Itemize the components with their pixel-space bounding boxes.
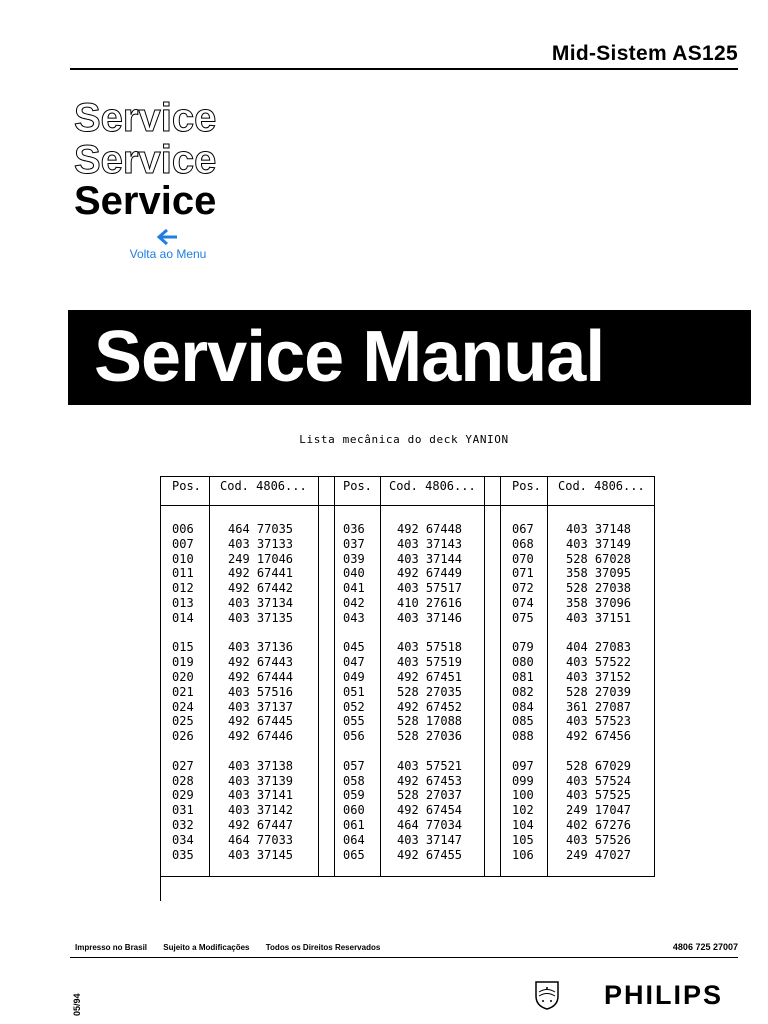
pos-cell: 024: [172, 699, 194, 714]
code-cell: 528 67029: [566, 758, 632, 773]
code-cell: 492 67456: [566, 729, 632, 744]
code-cell: 358 37095: [566, 566, 632, 581]
pos-cell: 041: [343, 581, 365, 596]
code-cell: 492 67451: [397, 669, 463, 684]
footer-printed: Impresso no Brasil: [75, 943, 148, 952]
pos-cell: 079: [512, 640, 534, 655]
pos-cell: 060: [343, 803, 365, 818]
pos-cell: 047: [343, 655, 365, 670]
pos-cell: 036: [343, 522, 365, 536]
pos-cell: 032: [172, 817, 194, 832]
code-cell: 464 77033: [228, 832, 294, 847]
code-cell: 528 27036: [397, 729, 463, 744]
code-cell: 403 57525: [566, 788, 632, 803]
pos-cell: 040: [343, 566, 365, 581]
code-column: [228, 522, 293, 862]
pos-cell: 039: [343, 551, 365, 566]
pos-cell: 099: [512, 773, 534, 788]
table-divider: [500, 476, 501, 877]
pos-cell: 011: [172, 566, 194, 581]
pos-cell: 025: [172, 714, 194, 729]
footer-notes: [75, 943, 394, 952]
pos-cell: 072: [512, 581, 534, 596]
code-column: [566, 522, 631, 862]
code-cell: 403 37141: [228, 788, 294, 803]
row-gap: [566, 626, 631, 641]
pos-cell: 012: [172, 581, 194, 596]
code-column: [397, 522, 462, 862]
pos-cell: 035: [172, 847, 194, 862]
code-cell: 403 37137: [228, 699, 294, 714]
philips-wordmark: PHILIPS: [604, 980, 724, 1010]
pos-cell: 082: [512, 684, 534, 699]
code-cell: 528 67028: [566, 551, 632, 566]
header-code: Cod. 4806...: [389, 479, 476, 493]
pos-cell: 026: [172, 729, 194, 744]
back-to-menu-label[interactable]: Volta ao Menu: [129, 247, 207, 261]
code-cell: 403 37152: [566, 669, 632, 684]
philips-shield-icon: [534, 980, 560, 1010]
header-code: Cod. 4806...: [220, 479, 307, 493]
row-gap: [172, 626, 194, 641]
code-cell: 464 77035: [228, 522, 294, 536]
service-logo-line-3: Service: [74, 179, 217, 223]
pos-cell: 071: [512, 566, 534, 581]
header-pos: Pos.: [512, 479, 541, 493]
code-cell: 249 17046: [228, 551, 294, 566]
code-cell: 403 57517: [397, 581, 463, 596]
footer-rule: [70, 957, 738, 958]
code-cell: 403 37149: [566, 536, 632, 551]
model-title: Mid-Sistem AS125: [551, 42, 738, 65]
pos-cell: 027: [172, 758, 194, 773]
pos-cell: 013: [172, 595, 194, 610]
issue-date: 05/94: [72, 993, 82, 1016]
code-cell: 403 37134: [228, 595, 294, 610]
code-cell: 249 17047: [566, 803, 632, 818]
service-logo-line-2: Service: [74, 138, 217, 182]
code-cell: 410 27616: [397, 595, 463, 610]
code-cell: 492 67453: [397, 773, 463, 788]
pos-cell: 042: [343, 595, 365, 610]
pos-cell: 049: [343, 669, 365, 684]
back-to-menu-link[interactable]: [118, 228, 218, 261]
code-cell: 403 57523: [566, 714, 632, 729]
pos-cell: 106: [512, 847, 534, 862]
footer-rights: Todos os Direitos Reservados: [265, 943, 381, 952]
table-header-border: [160, 505, 655, 506]
row-gap: [228, 744, 293, 759]
row-gap: [512, 744, 534, 759]
pos-cell: 031: [172, 803, 194, 818]
pos-cell: 055: [343, 714, 365, 729]
footer-subject: Sujeito a Modificações: [163, 943, 250, 952]
code-cell: 358 37096: [566, 595, 632, 610]
code-cell: 403 57519: [397, 655, 463, 670]
row-gap: [343, 626, 365, 641]
pos-cell: 061: [343, 817, 365, 832]
pos-cell: 081: [512, 669, 534, 684]
pos-cell: 105: [512, 832, 534, 847]
code-cell: 528 17088: [397, 714, 463, 729]
table-divider: [484, 476, 485, 877]
code-cell: 403 57524: [566, 773, 632, 788]
pos-cell: 056: [343, 729, 365, 744]
code-cell: 403 57521: [397, 758, 463, 773]
table-bottom-border: [160, 876, 655, 877]
pos-cell: 067: [512, 522, 534, 536]
code-cell: 403 37135: [228, 610, 294, 625]
table-divider: [209, 476, 210, 877]
table-divider: [318, 476, 319, 877]
pos-cell: 097: [512, 758, 534, 773]
table-divider: [334, 476, 335, 877]
code-cell: 492 67443: [228, 655, 294, 670]
header-pos: Pos.: [172, 479, 201, 493]
code-cell: 403 37147: [397, 832, 463, 847]
code-cell: 492 67445: [228, 714, 294, 729]
pos-column: [172, 522, 194, 862]
code-cell: 404 27083: [566, 640, 632, 655]
row-gap: [397, 626, 462, 641]
code-cell: 492 67448: [397, 522, 463, 536]
service-logo-line-1: Service: [74, 96, 217, 140]
code-cell: 403 37136: [228, 640, 294, 655]
code-cell: 403 37151: [566, 610, 632, 625]
pos-cell: 075: [512, 610, 534, 625]
code-cell: 528 27037: [397, 788, 463, 803]
pos-cell: 059: [343, 788, 365, 803]
code-cell: 403 37143: [397, 536, 463, 551]
pos-cell: 007: [172, 536, 194, 551]
table-divider: [654, 476, 655, 877]
pos-cell: 104: [512, 817, 534, 832]
code-cell: 492 67452: [397, 699, 463, 714]
row-gap: [228, 626, 293, 641]
table-divider: [380, 476, 381, 877]
code-cell: 403 57516: [228, 684, 294, 699]
pos-cell: 020: [172, 669, 194, 684]
code-cell: 492 67454: [397, 803, 463, 818]
code-cell: 403 37144: [397, 551, 463, 566]
pos-cell: 080: [512, 655, 534, 670]
pos-cell: 037: [343, 536, 365, 551]
pos-cell: 088: [512, 729, 534, 744]
code-cell: 528 27038: [566, 581, 632, 596]
code-cell: 403 57518: [397, 640, 463, 655]
pos-cell: 084: [512, 699, 534, 714]
code-cell: 492 67441: [228, 566, 294, 581]
code-cell: 492 67442: [228, 581, 294, 596]
code-cell: 403 37133: [228, 536, 294, 551]
row-gap: [512, 626, 534, 641]
banner-title: Service Manual: [94, 317, 605, 397]
pos-cell: 010: [172, 551, 194, 566]
service-manual-banner: [68, 310, 751, 405]
code-cell: 403 37148: [566, 522, 632, 536]
code-cell: 402 67276: [566, 817, 632, 832]
list-title: Lista mecânica do deck YANION: [299, 433, 509, 446]
code-cell: 403 37142: [228, 803, 294, 818]
code-cell: 403 37146: [397, 610, 463, 625]
pos-cell: 043: [343, 610, 365, 625]
code-cell: 464 77034: [397, 817, 463, 832]
pos-cell: 015: [172, 640, 194, 655]
table-divider: [160, 476, 161, 901]
row-gap: [343, 744, 365, 759]
header-code: Cod. 4806...: [558, 479, 645, 493]
row-gap: [397, 744, 462, 759]
pos-cell: 102: [512, 803, 534, 818]
code-cell: 361 27087: [566, 699, 632, 714]
pos-cell: 028: [172, 773, 194, 788]
code-cell: 403 57526: [566, 832, 632, 847]
pos-column: [343, 522, 365, 862]
code-cell: 403 37139: [228, 773, 294, 788]
document-code: 4806 725 27007: [672, 942, 738, 952]
pos-cell: 051: [343, 684, 365, 699]
pos-cell: 021: [172, 684, 194, 699]
pos-cell: 065: [343, 847, 365, 862]
code-cell: 528 27035: [397, 684, 463, 699]
table-divider: [547, 476, 548, 877]
code-cell: 403 37145: [228, 847, 294, 862]
pos-cell: 100: [512, 788, 534, 803]
pos-cell: 058: [343, 773, 365, 788]
code-cell: 492 67455: [397, 847, 463, 862]
pos-cell: 070: [512, 551, 534, 566]
code-cell: 403 57522: [566, 655, 632, 670]
pos-cell: 045: [343, 640, 365, 655]
pos-cell: 029: [172, 788, 194, 803]
pos-cell: 052: [343, 699, 365, 714]
code-cell: 249 47027: [566, 847, 632, 862]
code-cell: 492 67447: [228, 817, 294, 832]
pos-cell: 014: [172, 610, 194, 625]
pos-cell: 074: [512, 595, 534, 610]
code-cell: 492 67444: [228, 669, 294, 684]
pos-cell: 019: [172, 655, 194, 670]
code-cell: 492 67446: [228, 729, 294, 744]
back-arrow-icon[interactable]: [155, 228, 181, 246]
pos-cell: 057: [343, 758, 365, 773]
row-gap: [172, 744, 194, 759]
header-pos: Pos.: [343, 479, 372, 493]
table-top-border: [160, 476, 655, 477]
code-cell: 528 27039: [566, 684, 632, 699]
code-cell: 403 37138: [228, 758, 294, 773]
pos-cell: 006: [172, 522, 194, 536]
pos-cell: 034: [172, 832, 194, 847]
header-rule: [70, 68, 738, 70]
code-cell: 492 67449: [397, 566, 463, 581]
row-gap: [566, 744, 631, 759]
pos-cell: 085: [512, 714, 534, 729]
pos-cell: 068: [512, 536, 534, 551]
pos-cell: 064: [343, 832, 365, 847]
pos-column: [512, 522, 534, 862]
